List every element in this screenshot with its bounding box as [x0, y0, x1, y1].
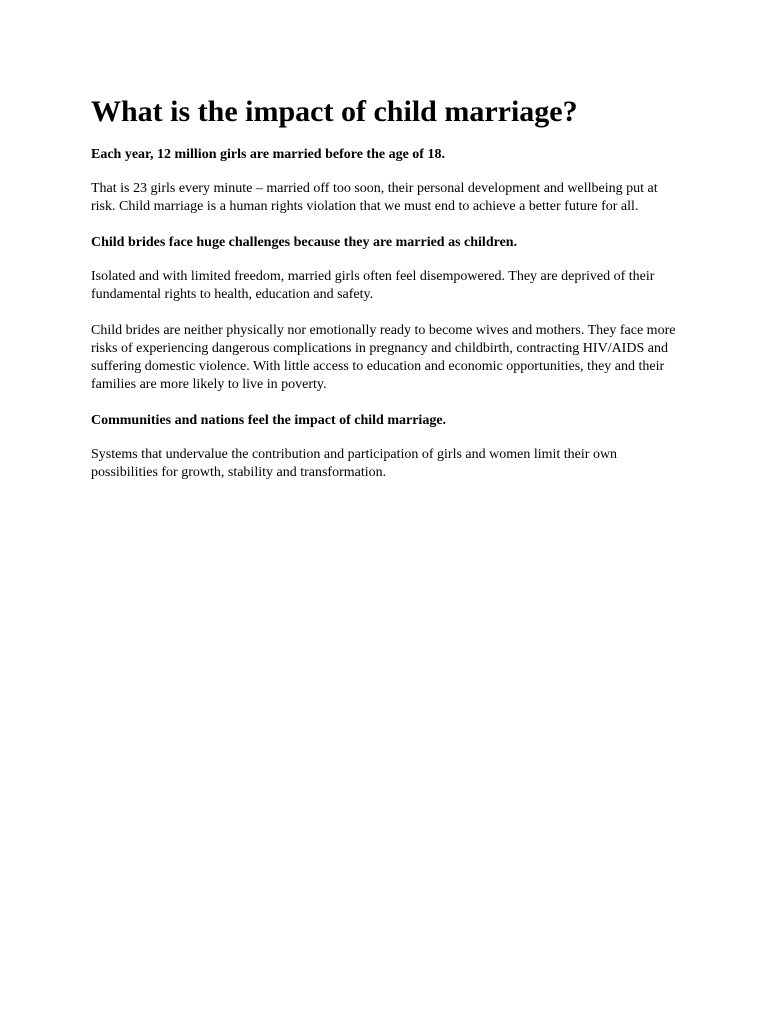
- page-title: What is the impact of child marriage?: [91, 95, 578, 128]
- paragraph-intro: That is 23 girls every minute – married off too soon, their personal development and wellbeing put at risk. Child marriage is a human rights violation that we must end to achieve a better future for all.: [91, 181, 658, 214]
- lead-statement: Each year, 12 million girls are married before the age of 18.: [91, 147, 445, 162]
- section-heading-challenges: Child brides face huge challenges because they are married as children.: [91, 235, 518, 250]
- paragraph-systems: Systems that undervalue the contribution and participation of girls and women limit their own possibilities for growth, stability and transformation.: [91, 447, 618, 480]
- paragraph-risks: Child brides are neither physically nor emotionally ready to become wives and mothers. They face more risks of experiencing dangerous complications in pregnancy and childbirth, contracting HIV/AIDS and suffering domestic violence. With little access to education and economic opportunities, they and their families are more likely to live in poverty.: [91, 323, 676, 392]
- section-heading-communities: Communities and nations feel the impact of child marriage.: [91, 413, 447, 428]
- paragraph-isolation: Isolated and with limited freedom, married girls often feel disempowered. They are deprived of their fundamental rights to health, education and safety.: [91, 269, 655, 302]
